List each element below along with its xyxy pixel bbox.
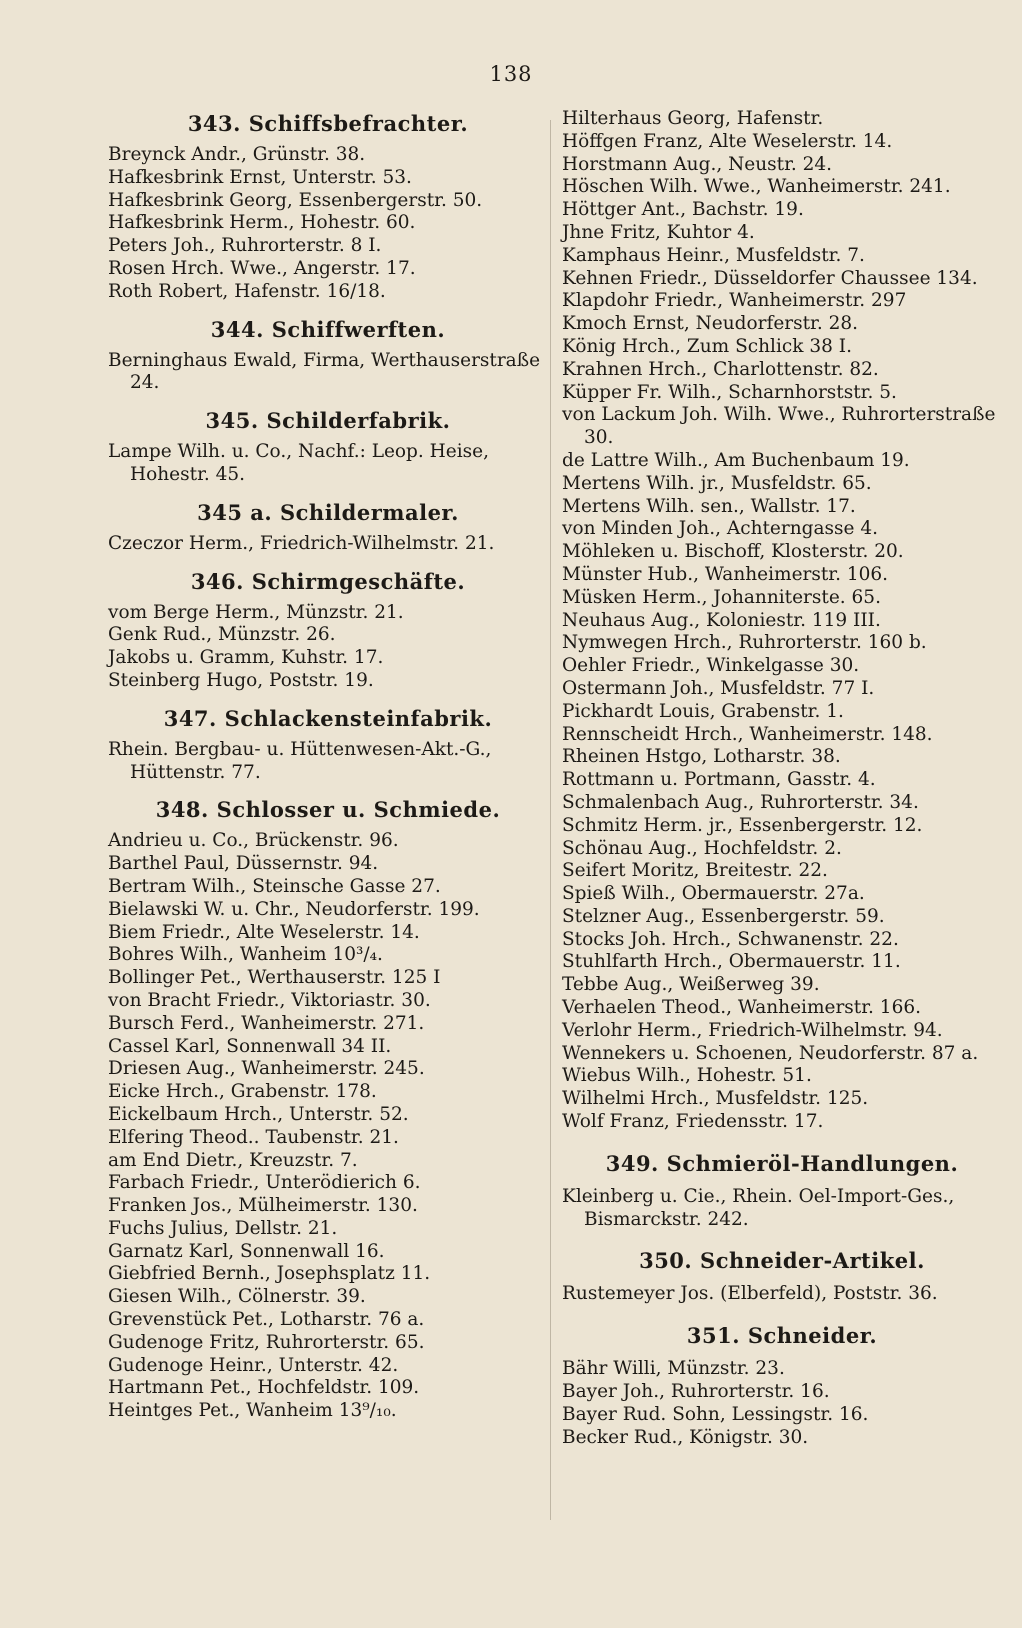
section-heading-345a: 345 a. Schildermaler. [197,499,459,525]
list-item: Stuhlfarth Hrch., Obermauerstr. 11. [562,951,901,973]
list-item: Rennscheidt Hrch., Wanheimerstr. 148. [562,723,933,745]
list-item: Tebbe Aug., Weißerweg 39. [562,974,820,996]
list-item: Elfering Theod.. Taubenstr. 21. [108,1126,399,1148]
list-item: vom Berge Herm., Münzstr. 21. [108,601,404,623]
list-item: Giebfried Bernh., Josephsplatz 11. [108,1263,431,1285]
list-item: Klapdohr Friedr., Wanheimerstr. 297 [562,290,907,312]
section-heading-348: 348. Schlosser u. Schmiede. [155,797,501,823]
section-350-entries [562,1283,1002,1306]
list-item: Jakobs u. Gramm, Kuhstr. 17. [108,647,384,669]
list-item: Wiebus Wilh., Hohestr. 51. [562,1065,812,1087]
list-item: Küpper Fr. Wilh., Scharnhorststr. 5. [562,381,897,403]
list-item: Bursch Ferd., Wanheimerstr. 271. [108,1012,425,1034]
section-heading-349: 349. Schmieröl-Handlungen. [605,1150,959,1176]
list-item: Schönau Aug., Hochfeldstr. 2. [562,837,842,859]
list-item: Farbach Friedr., Unterödierich 6. [108,1172,421,1194]
list-item: Neuhaus Aug., Koloniestr. 119 III. [562,609,881,631]
list-item: Giesen Wilh., Cölnerstr. 39. [108,1286,366,1308]
list-item: Heintges Pet., Wanheim 13⁹/₁₀. [108,1400,397,1422]
list-item: Krahnen Hrch., Charlottenstr. 82. [562,358,879,380]
list-item: Gudenoge Fritz, Ruhrorterstr. 65. [108,1331,425,1353]
list-item: von Bracht Friedr., Viktoriastr. 30. [108,989,431,1011]
right-column [562,108,1002,1449]
list-item: Lampe Wilh. u. Co., Nachf.: Leop. Heise, Hohestr. 45. [108,441,489,485]
list-item: Schmalenbach Aug., Ruhrorterstr. 34. [562,791,919,813]
list-item: Hafkesbrink Ernst, Unterstr. 53. [108,166,412,188]
list-item: Czeczor Herm., Friedrich-Wilhelmstr. 21. [108,532,495,554]
section-347-entries [108,739,548,785]
list-item: de Lattre Wilh., Am Buchenbaum 19. [562,449,910,471]
list-item: von Lackum Joh. Wilh. Wwe., Ruhrorterstraße 30. [562,404,996,449]
list-item: Stelzner Aug., Essenbergerstr. 59. [562,905,885,927]
list-item: Bayer Rud. Sohn, Lessingstr. 16. [562,1403,869,1425]
section-heading-350: 350. Schneider-Artikel. [639,1248,925,1274]
page-number: 138 [489,62,533,86]
list-item: Eickelbaum Hrch., Unterstr. 52. [108,1103,409,1125]
section-345-entries [108,441,548,487]
list-item: am End Dietr., Kreuzstr. 7. [108,1149,358,1171]
section-heading-351: 351. Schneider. [686,1323,878,1349]
section-349-entries [562,1186,1002,1232]
list-item: Hartmann Pet., Hochfeldstr. 109. [108,1377,420,1399]
list-item: König Hrch., Zum Schlick 38 I. [562,335,852,357]
list-item: Bayer Joh., Ruhrorterstr. 16. [562,1381,830,1403]
list-item: Barthel Paul, Düssernstr. 94. [108,853,379,875]
list-item: Gudenoge Heinr., Unterstr. 42. [108,1354,399,1376]
list-item: Münster Hub., Wanheimerstr. 106. [562,563,889,585]
list-item: Cassel Karl, Sonnenwall 34 II. [108,1035,392,1057]
list-item: Rosen Hrch. Wwe., Angerstr. 17. [108,257,416,279]
list-item: Bertram Wilh., Steinsche Gasse 27. [108,875,441,897]
list-item: Verlohr Herm., Friedrich-Wilhelmstr. 94. [562,1019,943,1041]
list-item: Berninghaus Ewald, Firma, Werthauserstraße 24. [108,349,541,394]
list-item: Bohres Wilh., Wanheim 10³/₄. [108,944,383,966]
list-item: Peters Joh., Ruhrorterstr. 8 I. [108,235,382,257]
list-item: Verhaelen Theod., Wanheimerstr. 166. [562,997,921,1019]
list-item: Kmoch Ernst, Neudorferstr. 28. [562,313,859,335]
section-heading-346: 346. Schirmgeschäfte. [190,568,466,594]
section-348-continued-entries [562,108,1002,1134]
list-item: Eicke Hrch., Grabenstr. 178. [108,1081,377,1103]
list-item: Rheinen Hstgo, Lotharstr. 38. [562,746,841,768]
section-345a-entries [108,533,548,556]
list-item: Schmitz Herm. jr., Essenbergerstr. 12. [562,814,923,836]
list-item: Rottmann u. Portmann, Gasstr. 4. [562,769,876,791]
left-column [108,108,548,1423]
list-item: Garnatz Karl, Sonnenwall 16. [108,1240,385,1262]
list-item: Ostermann Joh., Musfeldstr. 77 I. [562,677,875,699]
list-item: Müsken Herm., Johanniterste. 65. [562,586,881,608]
list-item: Driesen Aug., Wanheimerstr. 245. [108,1058,425,1080]
list-item: Kamphaus Heinr., Musfeldstr. 7. [562,244,865,266]
list-item: Andrieu u. Co., Brückenstr. 96. [108,830,399,852]
section-344-entries [108,350,548,396]
list-item: Biem Friedr., Alte Weselerstr. 14. [108,921,420,943]
list-item: Hafkesbrink Georg, Essenbergerstr. 50. [108,189,483,211]
list-item: Stocks Joh. Hrch., Schwanenstr. 22. [562,928,899,950]
list-item: Möhleken u. Bischoff, Klosterstr. 20. [562,541,904,563]
section-heading-345: 345. Schilderfabrik. [205,408,451,434]
list-item: Rustemeyer Jos. (Elberfeld), Poststr. 36. [562,1283,938,1305]
list-item: Spieß Wilh., Obermauerstr. 27a. [562,883,865,905]
list-item: Wolf Franz, Friedensstr. 17. [562,1111,824,1133]
list-item: Seifert Moritz, Breitestr. 22. [562,860,828,882]
list-item: Jhne Fritz, Kuhtor 4. [562,221,755,243]
section-heading-344: 344. Schiffwerften. [210,316,446,342]
list-item: Wennekers u. Schoenen, Neudorferstr. 87 a. [562,1042,979,1064]
section-heading-347: 347. Schlackensteinfabrik. [163,705,493,731]
section-351-entries [562,1358,1002,1449]
list-item: Hilterhaus Georg, Hafenstr. [562,108,824,129]
list-item: Mertens Wilh. sen., Wallstr. 17. [562,495,856,517]
list-item: Höffgen Franz, Alte Weselerstr. 14. [562,130,893,152]
list-item: Horstmann Aug., Neustr. 24. [562,153,833,175]
list-item: Kehnen Friedr., Düsseldorfer Chaussee 134. [562,267,978,289]
list-item: Grevenstück Pet., Lotharstr. 76 a. [108,1309,425,1331]
list-item: Kleinberg u. Cie., Rhein. Oel-Import-Ges., Bismarckstr. 242. [562,1185,955,1230]
list-item: Mertens Wilh. jr., Musfeldstr. 65. [562,472,872,494]
list-item: Pickhardt Louis, Grabenstr. 1. [562,700,844,722]
list-item: Rhein. Bergbau- u. Hüttenwesen-Akt.-G., Hüttenstr. 77. [108,738,492,783]
list-item: Genk Rud., Münzstr. 26. [108,624,336,646]
list-item: Höttger Ant., Bachstr. 19. [562,199,804,221]
column-divider [550,120,551,1520]
list-item: Becker Rud., Königstr. 30. [562,1426,809,1448]
list-item: Roth Robert, Hafenstr. 16/18. [108,280,386,302]
section-348-entries [108,830,548,1423]
list-item: Bollinger Pet., Werthauserstr. 125 I [108,967,441,989]
list-item: Oehler Friedr., Winkelgasse 30. [562,655,860,677]
section-346-entries [108,602,548,693]
list-item: Franken Jos., Mülheimerstr. 130. [108,1195,418,1217]
list-item: Höschen Wilh. Wwe., Wanheimerstr. 241. [562,176,951,198]
list-item: von Minden Joh., Achterngasse 4. [562,518,878,540]
list-item: Breynck Andr., Grünstr. 38. [108,144,366,165]
list-item: Wilhelmi Hrch., Musfeldstr. 125. [562,1088,869,1110]
list-item: Steinberg Hugo, Poststr. 19. [108,669,374,691]
list-item: Nymwegen Hrch., Ruhrorterstr. 160 b. [562,632,927,654]
section-heading-343: 343. Schiffsbefrachter. [187,111,469,136]
list-item: Hafkesbrink Herm., Hohestr. 60. [108,212,416,234]
section-343-entries [108,144,548,304]
list-item: Fuchs Julius, Dellstr. 21. [108,1217,338,1239]
list-item: Bähr Willi, Münzstr. 23. [562,1358,785,1380]
list-item: Bielawski W. u. Chr., Neudorferstr. 199. [108,898,480,920]
